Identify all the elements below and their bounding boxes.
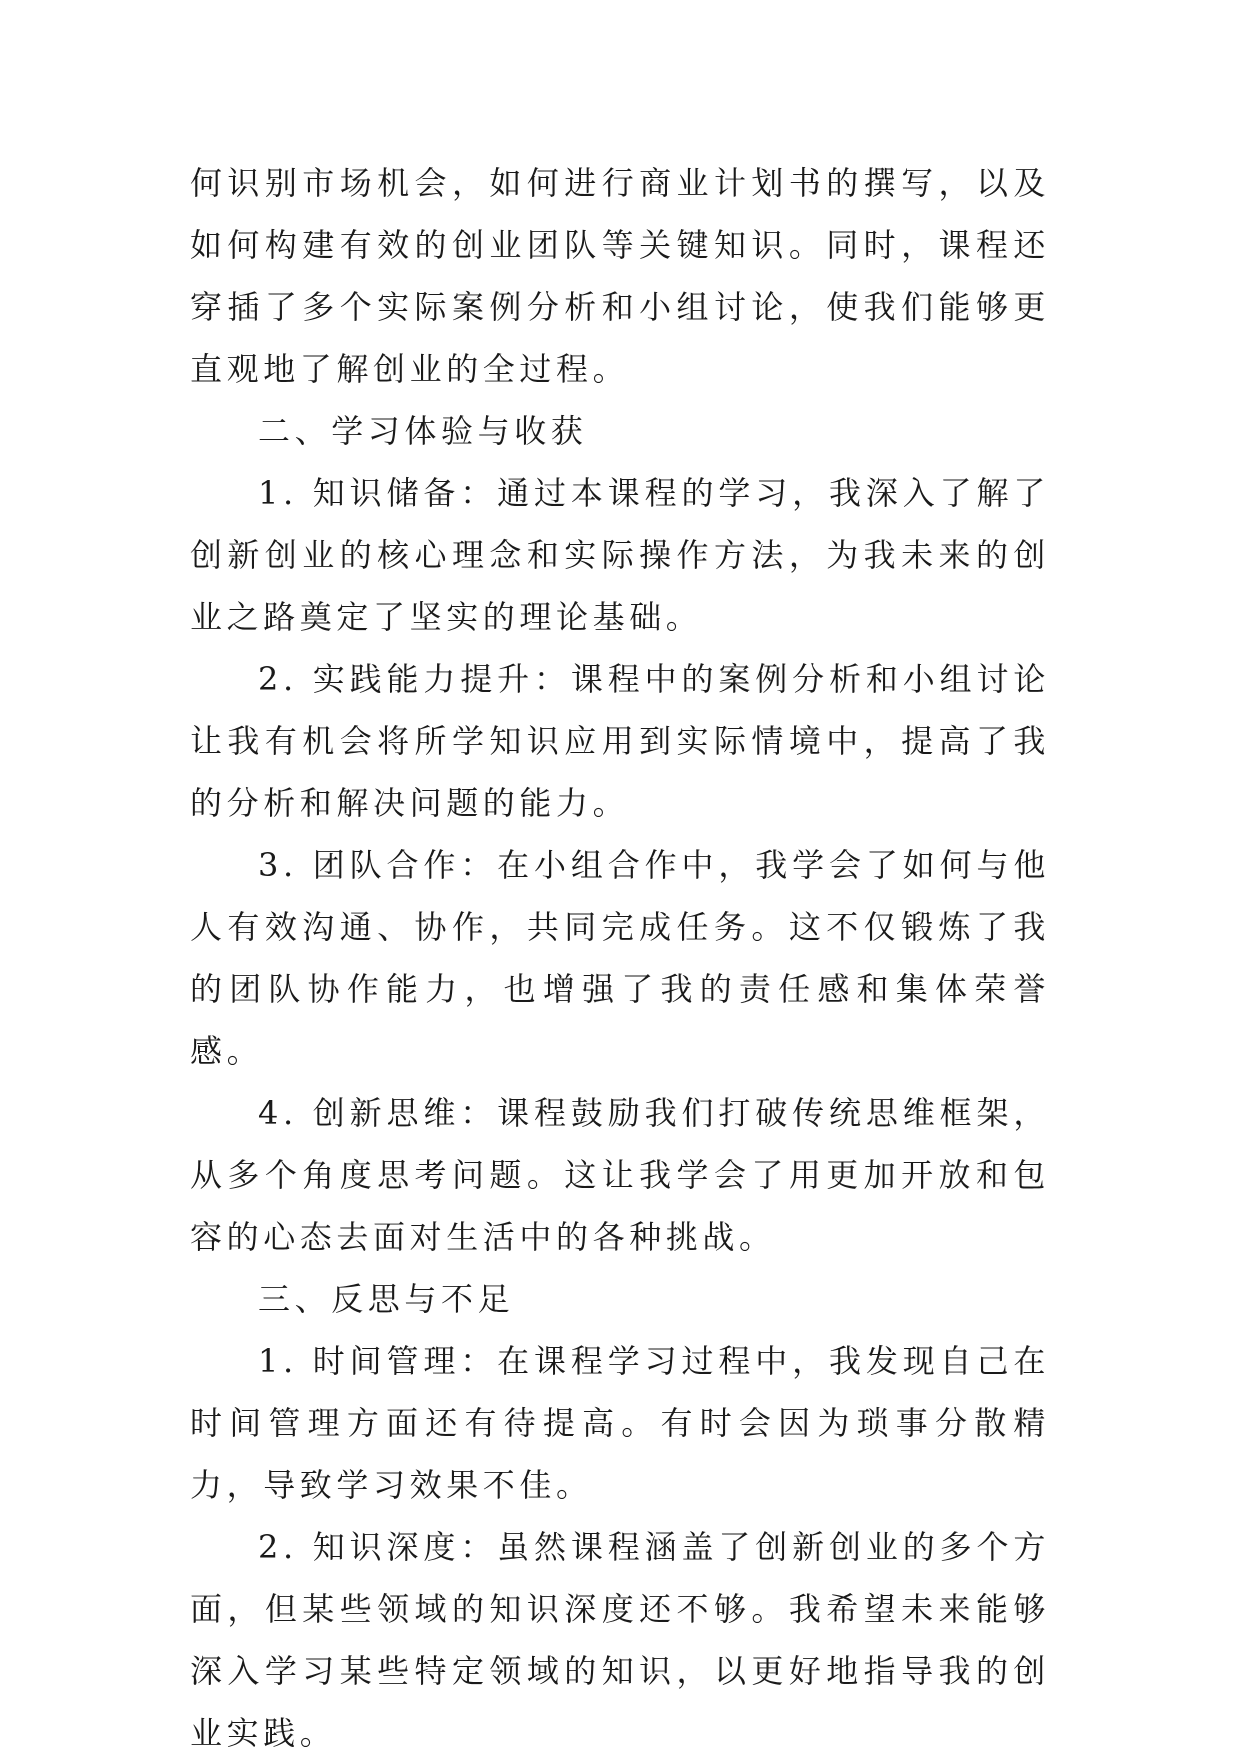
- paragraph-time-management: 1. 时间管理：在课程学习过程中，我发现自己在时间管理方面还有待提高。有时会因为琐事分散精力，导致学习效果不佳。: [190, 1342, 1050, 1504]
- document-body: [190, 152, 1050, 1764]
- section-heading-learning-experience: 二、学习体验与收获: [258, 412, 588, 450]
- paragraph-innovative-thinking: 4. 创新思维：课程鼓励我们打破传统思维框架，从多个角度思考问题。这让我学会了用更加开放和包容的心态去面对生活中的各种挑战。: [190, 1094, 1050, 1256]
- paragraph-teamwork: 3. 团队合作：在小组合作中，我学会了如何与他人有效沟通、协作，共同完成任务。这不仅锻炼了我的团队协作能力，也增强了我的责任感和集体荣誉感。: [190, 846, 1050, 1070]
- paragraph-practical-ability: 2. 实践能力提升：课程中的案例分析和小组讨论让我有机会将所学知识应用到实际情境中，提高了我的分析和解决问题的能力。: [190, 660, 1050, 822]
- paragraph-continuation: 何识别市场机会，如何进行商业计划书的撰写，以及如何构建有效的创业团队等关键知识。同时，课程还穿插了多个实际案例分析和小组讨论，使我们能够更直观地了解创业的全过程。: [190, 164, 1050, 388]
- section-heading-reflection: 三、反思与不足: [258, 1280, 515, 1318]
- paragraph-knowledge-reserve: 1. 知识储备：通过本课程的学习，我深入了解了创新创业的核心理念和实际操作方法，为我未来的创业之路奠定了坚实的理论基础。: [190, 474, 1050, 636]
- paragraph-knowledge-depth: 2. 知识深度：虽然课程涵盖了创新创业的多个方面，但某些领域的知识深度还不够。我希望未来能够深入学习某些特定领域的知识，以更好地指导我的创业实践。: [190, 1528, 1050, 1752]
